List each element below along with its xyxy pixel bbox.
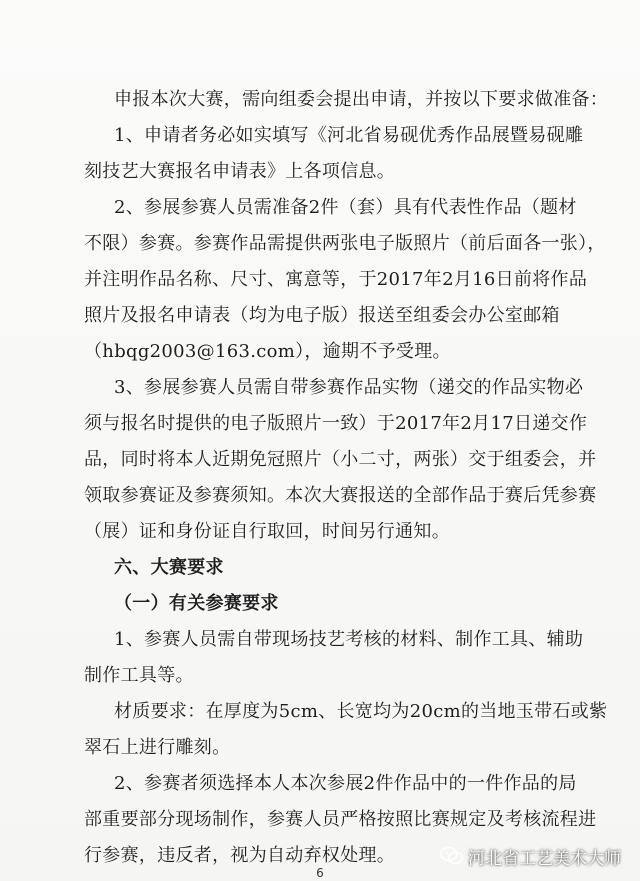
- requirement-2-line-3: 行参赛，违反者，视为自动弃权处理。: [84, 845, 396, 866]
- wechat-watermark: [440, 844, 621, 868]
- item-3-line-1: 3、参展参赛人员需自带参赛作品实物（递交的作品实物必: [114, 377, 584, 398]
- requirement-2-line-2: 部重要部分现场制作，参赛人员严格按照比赛规定及考核流程进: [84, 809, 597, 830]
- requirement-2-line-1: 2、参赛者须选择本人本次参展2件作品中的一件作品的局: [114, 773, 577, 794]
- item-3-line-5: （展）证和身份证自行取回，时间另行通知。: [84, 521, 450, 542]
- page-number: 6: [316, 866, 324, 880]
- item-1-line-1: 1、申请者务必如实填写《河北省易砚优秀作品展暨易砚雕: [114, 125, 584, 146]
- requirement-1-line-2: 制作工具等。: [84, 665, 194, 686]
- material-requirement-line-1: 材质要求：在厚度为5cm、长宽均为20cm的当地玉带石或紫: [114, 701, 608, 722]
- requirement-1-line-1: 1、参赛人员需自带现场技艺考核的材料、制作工具、辅助: [114, 629, 584, 650]
- item-1-line-2: 刻技艺大赛报名申请表》上各项信息。: [84, 161, 396, 182]
- item-2-line-4: 照片及报名申请表（均为电子版）报送至组委会办公室邮箱: [84, 305, 560, 326]
- watermark-text: 河北省工艺美术大师: [468, 848, 621, 869]
- item-3-line-3: 品，同时将本人近期免冠照片（小二寸，两张）交于组委会，并: [84, 449, 597, 470]
- paragraph-intro: 申报本次大赛，需向组委会提出申请，并按以下要求做准备：: [114, 89, 609, 110]
- item-2-line-2: 不限）参赛。参赛作品需提供两张电子版照片（前后面各一张），: [84, 233, 606, 254]
- subsection-heading-1: （一）有关参赛要求: [114, 593, 279, 614]
- wechat-icon: [440, 845, 464, 867]
- item-3-line-2: 须与报名时提供的电子版照片一致）于2017年2月17日递交作: [84, 413, 588, 434]
- section-heading-6: 六、大赛要求: [114, 557, 224, 578]
- item-2-line-3: 并注明作品名称、尺寸、寓意等，于2017年2月16日前将作品: [84, 269, 588, 290]
- material-requirement-line-2: 翠石上进行雕刻。: [84, 737, 231, 758]
- item-2-line-1: 2、参展参赛人员需准备2件（套）具有代表性作品（题材: [114, 197, 577, 218]
- item-2-line-5-email: （hbqg2003@163.com），逾期不予受理。: [84, 341, 451, 362]
- item-3-line-4: 领取参赛证及参赛须知。本次大赛报送的全部作品于赛后凭参赛: [84, 485, 597, 506]
